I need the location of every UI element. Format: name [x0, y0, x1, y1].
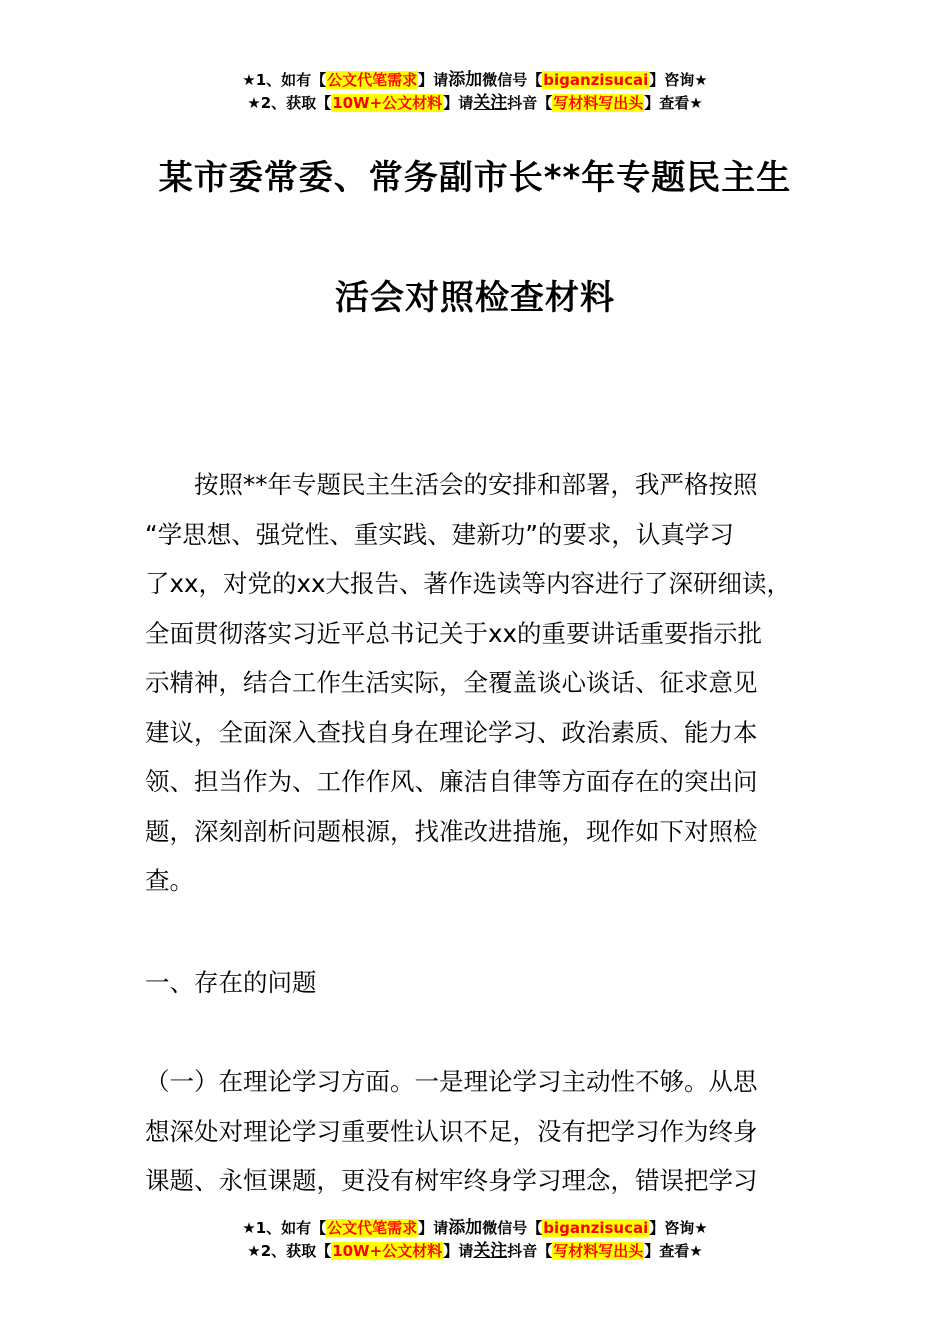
promo-highlight: 10W+公文材料	[332, 1242, 443, 1260]
promo-wechat-id: biganzisucai	[543, 1219, 649, 1237]
promo-text: ★1、如有【	[242, 71, 327, 89]
promo-text: 抖音【	[507, 94, 553, 112]
promo-text: 】咨询★	[649, 71, 708, 89]
promo-text: 】请	[443, 94, 474, 112]
promo-text: 微信号【	[482, 71, 543, 89]
promo-highlight: 公文代笔需求	[327, 71, 418, 89]
promo-text: 】查看★	[644, 94, 703, 112]
promo-highlight: 10W+公文材料	[332, 94, 443, 112]
promo-emphasis: 关注	[473, 1241, 508, 1261]
promo-douyin-id: 写材料写出头	[553, 94, 644, 112]
promo-highlight: 公文代笔需求	[327, 1219, 418, 1237]
promo-text: ★2、获取【	[247, 94, 332, 112]
promo-douyin-id: 写材料写出头	[553, 1242, 644, 1260]
document-title-line-2: 活会对照检查材料	[335, 278, 615, 318]
paragraph-line: （一）在理论学习方面。一是理论学习主动性不够。从思	[145, 1067, 758, 1096]
paragraph-line: 按照**年专题民主生活会的安排和部署，我严格按照	[194, 470, 758, 499]
promo-text: ★2、获取【	[247, 1242, 332, 1260]
intro-paragraph	[145, 460, 835, 906]
section-heading: 一、存在的问题	[145, 968, 317, 997]
promo-text: 】咨询★	[649, 1219, 708, 1237]
promo-line-1	[0, 69, 950, 92]
paragraph-line: 示精神，结合工作生活实际，全覆盖谈心谈话、征求意见	[145, 668, 758, 697]
promo-text: 】请	[443, 1242, 474, 1260]
paragraph-line: 领、担当作为、工作作风、廉洁自律等方面存在的突出问	[145, 767, 758, 796]
promo-banner-top	[0, 69, 950, 115]
promo-text: 】请	[418, 1219, 449, 1237]
promo-text: 微信号【	[482, 1219, 543, 1237]
promo-wechat-id: biganzisucai	[543, 71, 649, 89]
promo-text: 抖音【	[507, 1242, 553, 1260]
promo-line-1	[0, 1217, 950, 1240]
promo-text: 】查看★	[644, 1242, 703, 1260]
promo-line-2	[0, 1240, 950, 1263]
document-title-line-1: 某市委常委、常务副市长**年专题民主生	[158, 158, 792, 198]
paragraph-line: 全面贯彻落实习近平总书记关于xx的重要讲话重要指示批	[145, 618, 762, 648]
promo-emphasis: 关注	[473, 93, 508, 113]
promo-emphasis: 添加	[448, 1218, 483, 1238]
promo-banner-bottom	[0, 1217, 950, 1263]
promo-emphasis: 添加	[448, 70, 483, 90]
paragraph-line: 想深处对理论学习重要性认识不足，没有把学习作为终身	[145, 1116, 758, 1146]
paragraph-line: 查。	[145, 866, 194, 895]
paragraph-line: 课题、永恒课题，更没有树牢终身学习理念，错误把学习	[145, 1166, 758, 1195]
promo-text: 】请	[418, 71, 449, 89]
paragraph-line: 建议，全面深入查找自身在理论学习、政治素质、能力本	[145, 717, 758, 747]
promo-text: ★1、如有【	[242, 1219, 327, 1237]
theory-paragraph	[145, 1057, 835, 1206]
paragraph-line: 题，深刻剖析问题根源，找准改进措施，现作如下对照检	[145, 816, 758, 846]
promo-line-2	[0, 92, 950, 115]
paragraph-line: “学思想、强党性、重实践、建新功”的要求，认真学习	[145, 519, 734, 549]
paragraph-line: 了xx，对党的xx大报告、著作选读等内容进行了深研细读，	[145, 569, 791, 598]
